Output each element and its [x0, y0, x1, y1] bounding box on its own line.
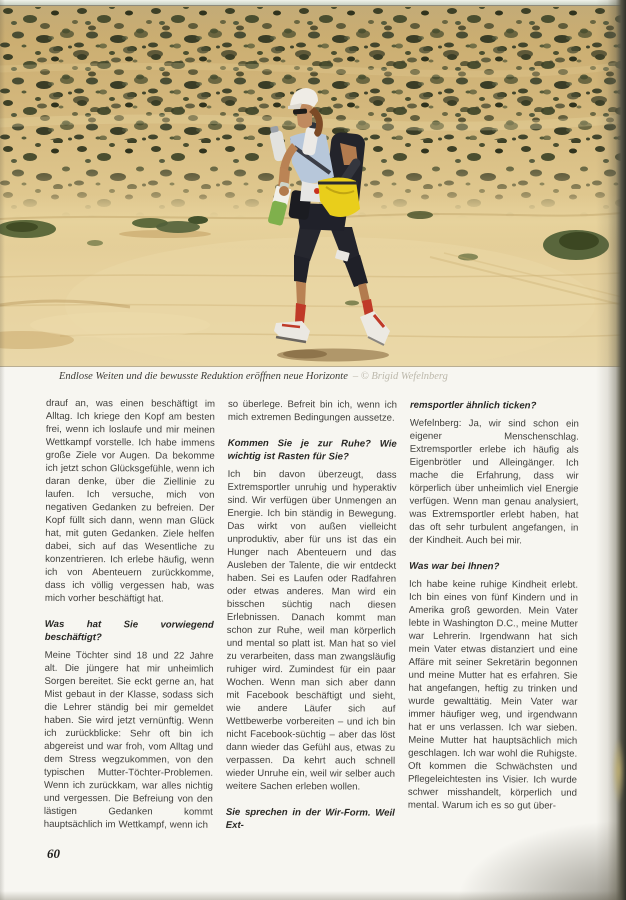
interview-question: Was hat Sie vorwiegend beschäftigt? — [44, 618, 214, 644]
adjacent-page-glimpse — [612, 738, 625, 804]
article-column-2 — [226, 398, 397, 838]
article-paragraph: Meine Töchter sind 18 und 22 Jahre alt. Die jüngere hat mir unheimlich Sorgen bereitet. Sie eckt gerne an, hat Mist gebaut in der Klasse, sodass sich die Lehrer ständig bei mir gemeldet haben. Sie wird jetzt vernünftig. Wenn ich zurückblicke: Sehr oft bin ich abgereist und war froh, vom Alltag und dem Stress wegzukommen, von den typischen Mutter-Töchter-Problemen. Wenn ich zurückkam, war alles nichtig und vergessen. Die Befreiung von den lästigen Gedanken kommt hauptsächlich im Wettkampf, wenn ich — [43, 649, 214, 831]
page-number: 60 — [47, 846, 60, 861]
sunglasses — [293, 109, 307, 115]
interview-question: Was war bei Ihnen? — [409, 560, 500, 573]
scanner-edge-strip — [0, 0, 626, 6]
scan-bottom-shadow — [0, 891, 626, 900]
article-paragraph: Ich habe keine ruhige Kindheit erlebt. Ich bin eines von fünf Kindern und in Amerika groß geworden. Mein Vater lebte in Washington D.C., meine Mutter war Lehrerin. Irgendwann hat sich mein Vater etwas distanziert und eine Affäre mit seiner Sekretärin begonnen und meine Mutter hat es erfahren. Sie hat angefangen, heftig zu trinken und wurde gewalttätig. Mein Vater war immer häufiger weg, und irgendwann hat er uns verlassen. Ich war sieben. Meine Mutter hat hauptsächlich mich geschlagen. Ich war wohl die Ruhigste. Oft kommen die Schwächsten und Pflegeleichtesten ins Visier. Ich wurde schwer misshandelt, körperlich und mental. Warum ich es so gut über- — [407, 578, 579, 812]
article-paragraph: so überlege. Befreit bin ich, wenn ich mich extremen Bedingungen aussetze. — [227, 398, 397, 424]
interview-question: Kommen Sie je zur Ruhe? Wie wichtig ist Rasten für Sie? — [227, 437, 397, 463]
article-column-1 — [44, 397, 215, 837]
article-paragraph: drauf an, was einen beschäftigt im Alltag. Ich kriege den Kopf am besten frei, wenn ich loslaufe und mir meinen Wettkampf vorstelle. Ich habe immens große Ziele vor Augen. Da bekomme ich jetzt schon Glücksgefühle, wenn ich daran denke, über die Ziellinie zu laufen. Ich versuche, mich von negativen Gedanken zu befreien. Der Kopf füllt sich dann, wenn man Glück hat, mit guten Gedanken. Ziele helfen dabei, sich auf das Wesentliche zu konzentrieren. Ich erlebe häufig, wenn ich von Abenteuern zurückkomme, dass ich völlig vergessen hab, was mich vorher beschäftigt hat. — [44, 397, 215, 605]
interview-question: remsportler ähnlich ticken? — [409, 399, 537, 412]
article-body — [44, 397, 579, 839]
photo-credit: – © Brigid Wefelnberg — [352, 371, 448, 382]
article-paragraph: Ich bin davon überzeugt, dass Extremsportler unruhig und hyperaktiv sind. Wir verfügen über Unmengen an Energie. Ich bin ständig in Bewegung. Das wirkt von außen vielleicht unproduktiv, aber für uns ist das ein Hunger nach Abenteuern und das Ausleben der Talente, die wir entdeckt haben. Sei es Laufen oder Radfahren oder etwas anderes. Man wird ein bisschen süchtig nach diesen Erlebnissen. Danach kommt man schon zur Ruhe, weil man körperlich und mental so platt ist. Man hat so viel zu verarbeiten, dass man zwangsläufig ruhiger wird. Zumindest für ein paar Wochen. Wenn man sich aber dann mit Facebook beschäftigt und sieht, wie andere Läufer sich auf Wettbewerbe vorbereiten – und ich bin nicht Facebook-süchtig – aber das löst dann wieder das Gefühl aus, etwas zu verpassen. Da kehrt auch schnell wieder Unruhe ein, weil wir selber auch weitere Sachen erleben wollen. — [225, 468, 397, 793]
photo-caption-text: Endlose Weiten und die bewusste Reduktion eröffnen neue Horizonte — [59, 371, 348, 382]
article-column-3 — [408, 399, 579, 839]
interview-question: Sie sprechen in der Wir-Form. Weil Ext- — [225, 806, 395, 831]
article-paragraph: Wefelnberg: Ja, wir sind schon ein eigener Menschenschlag. Extremsportler erlebe ich häufig als Eigenbrötler und Alleingänger. Ich mache die Erfahrung, dass wir körperlich über unheimlich viel Energie verfügen. Wenn man genau analysiert, was Extremsportler erlebt haben, hat das oft sehr turbulent angefangen, in der Kindheit. Auch bei mir. — [409, 417, 579, 547]
photo-caption — [59, 371, 599, 382]
hero-photo — [0, 5, 622, 367]
desert-runner-illustration — [0, 5, 622, 366]
